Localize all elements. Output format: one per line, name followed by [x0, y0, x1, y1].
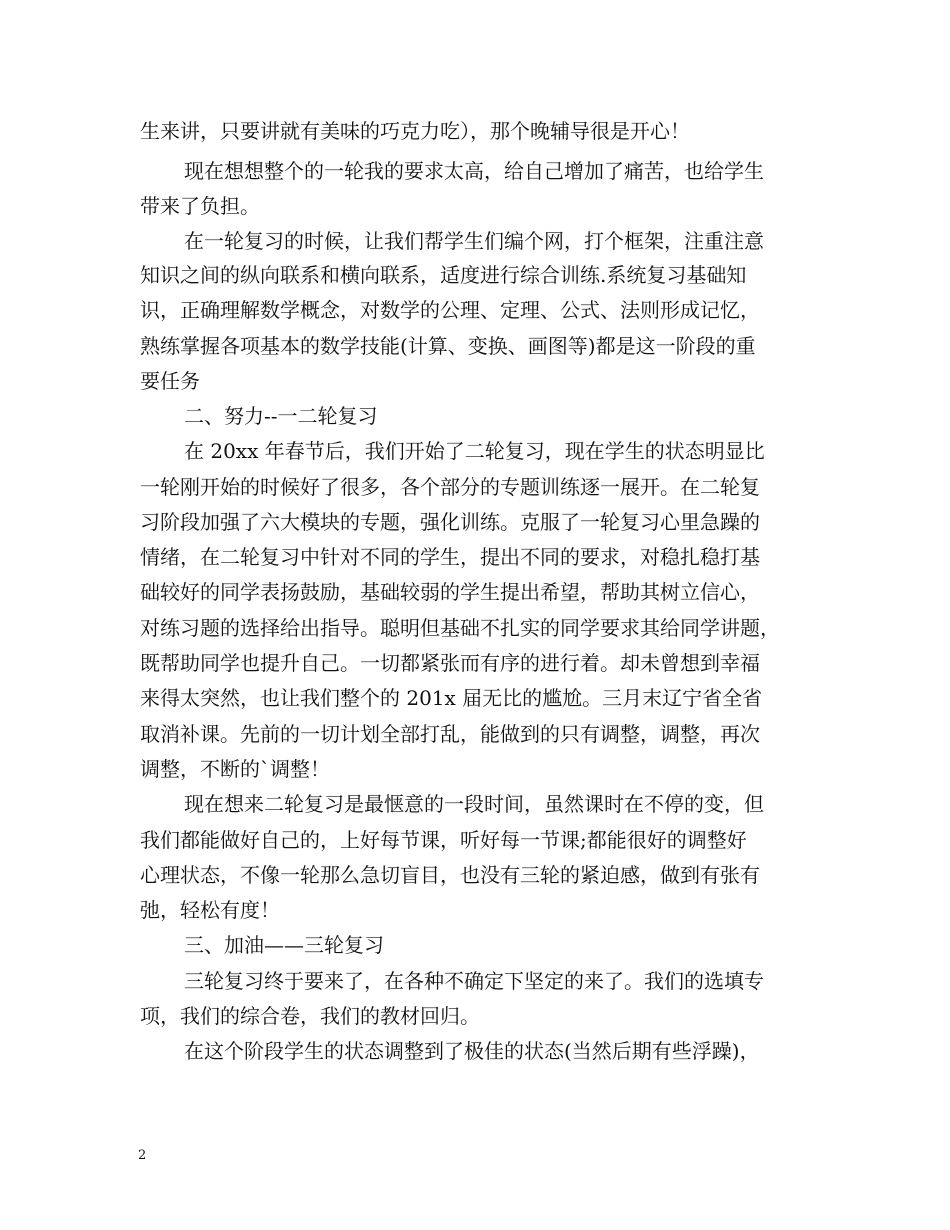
section-heading: 二、努力--一二轮复习 — [184, 404, 378, 428]
body-text-line: 来得太突然，也让我们整个的 201x 届无比的尴尬。三月末辽宁省全省 — [140, 686, 763, 710]
body-text-line: 习阶段加强了六大模块的专题，强化训练。克服了一轮复习心里急躁的 — [140, 510, 760, 534]
body-text-line: 现在想想整个的一轮我的要求太高，给自己增加了痛苦，也给学生 — [184, 159, 764, 183]
body-text-line: 生来讲，只要讲就有美味的巧克力吃），那个晚辅导很是开心！ — [140, 119, 690, 143]
page-number: 2 — [138, 1148, 147, 1163]
body-text-line: 我们都能做好自己的，上好每节课，听好每一节课;都能很好的调整好 — [140, 828, 747, 852]
body-text-line: 础较好的同学表扬鼓励，基础较弱的学生提出希望，帮助其树立信心， — [140, 580, 760, 604]
body-text-line: 知识之间的纵向联系和横向联系，适度进行综合训练.系统复习基础知 — [140, 263, 747, 287]
body-text-line: 识，正确理解数学概念，对数学的公理、定理、公式、法则形成记忆， — [140, 298, 760, 322]
body-text-line: 在一轮复习的时候，让我们帮学生们编个网，打个框架，注重注意 — [184, 229, 764, 253]
body-text-line: 调整，不断的`调整！ — [140, 757, 330, 781]
body-text-line: 熟练掌握各项基本的数学技能(计算、变换、画图等)都是这一阶段的重 — [140, 334, 756, 358]
body-text-line: 在这个阶段学生的状态调整到了极佳的状态(当然后期有些浮躁)， — [184, 1039, 760, 1063]
body-text-line: 情绪，在二轮复习中针对不同的学生，提出不同的要求，对稳扎稳打基 — [140, 545, 760, 569]
body-text-line: 对练习题的选择给出指导。聪明但基础不扎实的同学要求其给同学讲题， — [140, 616, 780, 640]
body-text-line: 弛，轻松有度！ — [140, 898, 280, 922]
body-text-line: 三轮复习终于要来了，在各种不确定下坚定的来了。我们的选填专 — [184, 969, 764, 993]
body-text-line: 既帮助同学也提升自己。一切都紧张而有序的进行着。却未曾想到幸福 — [140, 651, 760, 675]
body-text-line: 要任务 — [140, 369, 200, 393]
body-text-line: 取消补课。先前的一切计划全部打乱，能做到的只有调整，调整，再次 — [140, 722, 760, 746]
body-text-line: 心理状态，不像一轮那么急切盲目，也没有三轮的紧迫感，做到有张有 — [140, 863, 760, 887]
body-text-line: 一轮刚开始的时候好了很多，各个部分的专题训练逐一展开。在二轮复 — [140, 475, 760, 499]
body-text-line: 带来了负担。 — [140, 194, 260, 218]
body-text-line: 项，我们的综合卷，我们的教材回归。 — [140, 1004, 480, 1028]
body-text-line: 在 20xx 年春节后，我们开始了二轮复习，现在学生的状态明显比 — [184, 439, 765, 463]
body-text-line: 现在想来二轮复习是最惬意的一段时间，虽然课时在不停的变，但 — [184, 792, 764, 816]
section-heading: 三、加油——三轮复习 — [184, 933, 384, 957]
